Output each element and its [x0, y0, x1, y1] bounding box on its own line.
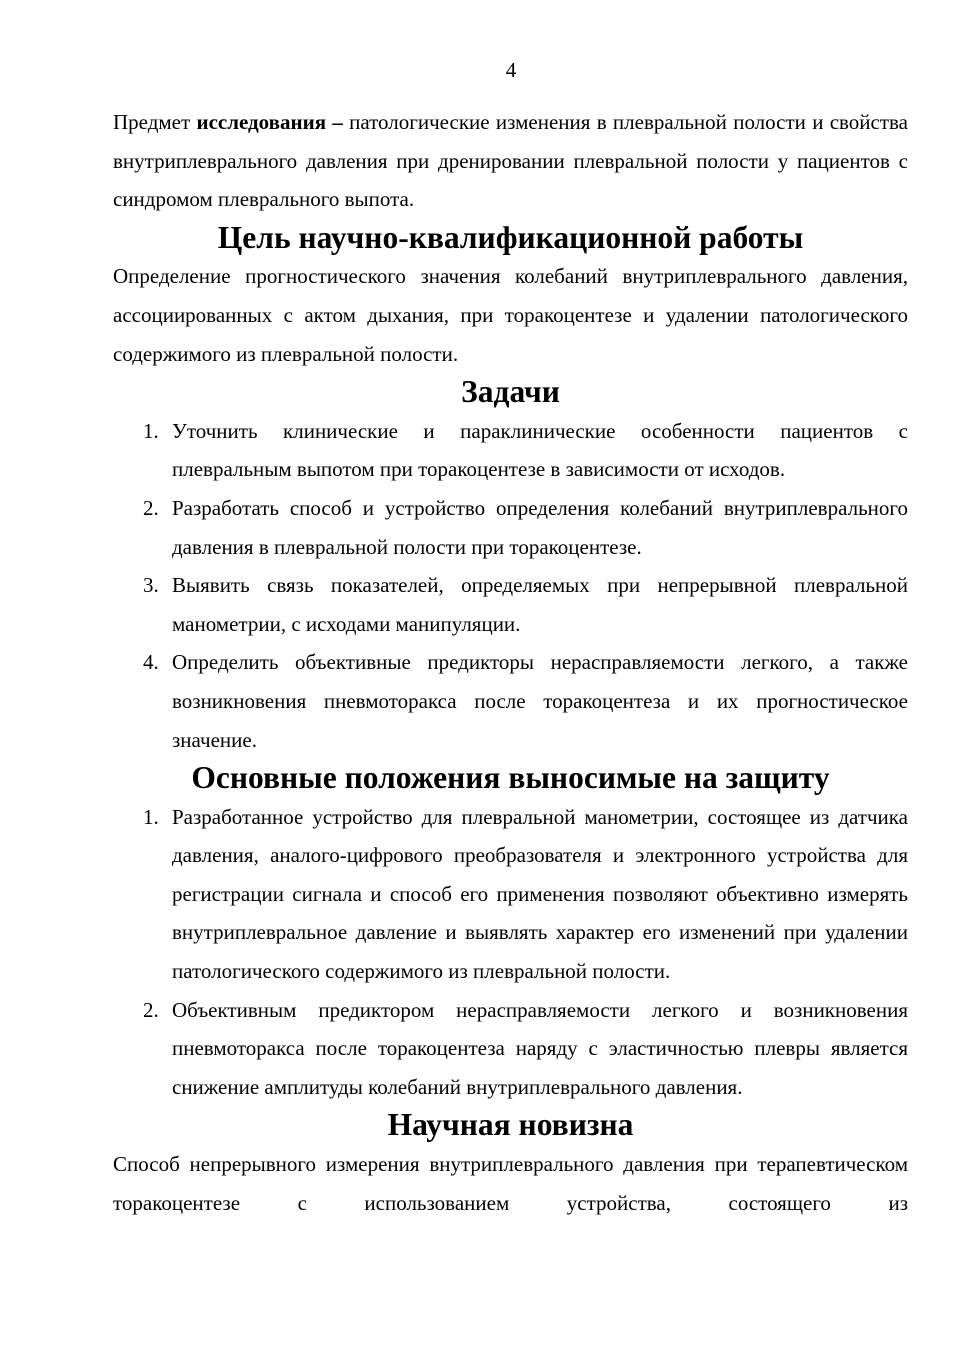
list-item-text: Уточнить клинические и параклинические особенности пациентов с плевральным выпотом при торакоцентезе в зависимости от исходов. [172, 418, 908, 482]
page-content [113, 103, 908, 1222]
list-item-number: 4. [143, 650, 159, 675]
list-item-number: 3. [143, 573, 159, 598]
tasks-list [113, 412, 908, 759]
list-item [113, 566, 908, 643]
list-item-number: 2. [143, 997, 159, 1022]
page-number: 4 [505, 58, 517, 82]
theses-list [113, 798, 908, 1107]
list-item-text: Объективным предиктором нерасправляемости легкого и возникновения пневмоторакса после торакоцентеза наряду с эластичностью плевры является снижение амплитуды колебаний внутриплеврального давления. [172, 997, 908, 1099]
list-item-text: Разработанное устройство для плевральной манометрии, состоящее из датчика давления, аналого-цифрового преобразователя и электронного устройства для регистрации сигнала и способ его применения позволяют объективно измерять внутриплевральное давление и выявлять характер его изменений при удалении патологического содержимого из плевральной полости. [172, 804, 908, 984]
list-item [113, 643, 908, 759]
list-item [113, 991, 908, 1107]
goal-paragraph: Определение прогностического значения колебаний внутриплеврального давления, ассоциированных с актом дыхания, при торакоцентезе и удалении патологического содержимого из плевральной полости. [113, 264, 908, 366]
subject-text: патологические изменения в плевральной полости и свойства внутриплеврального давления при дренировании плевральной полости у пациентов с синдромом плеврального выпота. [113, 110, 909, 212]
list-item-number: 2. [143, 495, 159, 520]
list-item-text: Выявить связь показателей, определяемых при непрерывной плевральной манометрии, с исходами манипуляции. [172, 573, 908, 636]
novelty-paragraph: Способ непрерывного измерения внутриплеврального давления при терапевтическом торакоцентезе с использованием устройства, состоящего из [113, 1152, 908, 1215]
list-item-text: Разработать способ и устройство определения колебаний внутриплеврального давления в плевральной полости при торакоцентезе. [172, 495, 908, 559]
tasks-heading: Задачи [461, 374, 560, 410]
subject-lead: Предмет [113, 110, 191, 134]
subject-paragraph [113, 103, 908, 219]
list-item-number: 1. [143, 804, 159, 829]
list-item-text: Определить объективные предикторы нерасправляемости легкого, а также возникновения пневмоторакса после торакоцентеза и их прогностическое значение. [172, 650, 908, 752]
list-item [113, 412, 908, 489]
novelty-heading: Научная новизна [387, 1107, 634, 1143]
theses-heading: Основные положения выносимые на защиту [191, 760, 830, 796]
goal-heading: Цель научно-квалификационной работы [217, 219, 804, 255]
list-item-number: 1. [143, 418, 159, 443]
subject-bold-term: исследования – [196, 110, 343, 134]
list-item [113, 798, 908, 991]
list-item [113, 489, 908, 566]
